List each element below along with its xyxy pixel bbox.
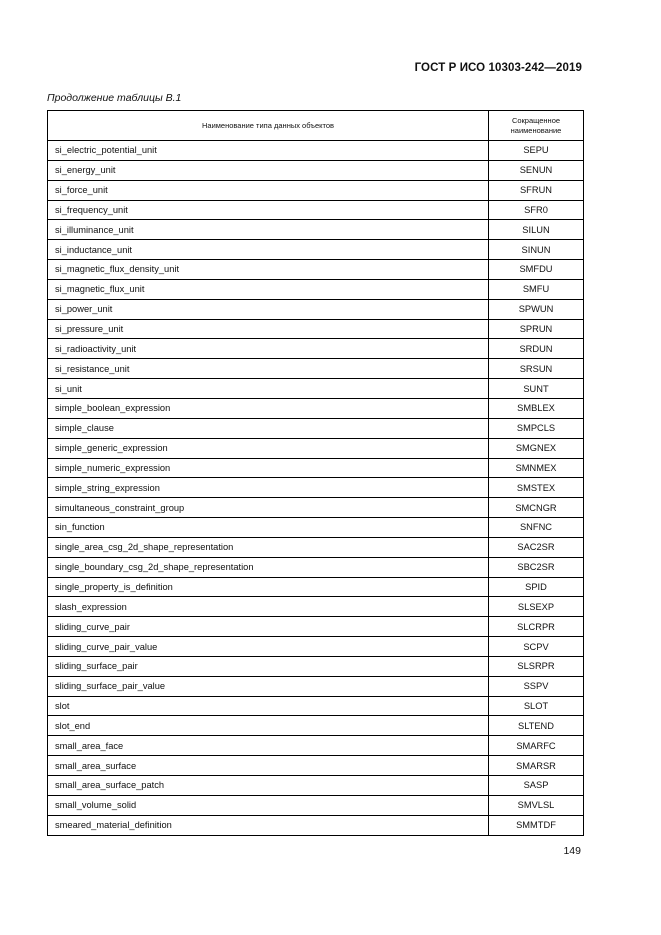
short-name: SPID — [489, 577, 584, 597]
entity-type-name: simple_numeric_expression — [48, 458, 489, 478]
entity-type-name: small_area_surface_patch — [48, 776, 489, 796]
entity-type-name: small_area_face — [48, 736, 489, 756]
short-name: SLCRPR — [489, 617, 584, 637]
short-name: SLSRPR — [489, 656, 584, 676]
entity-type-name: simple_string_expression — [48, 478, 489, 498]
data-types-table — [47, 110, 584, 836]
table-row — [48, 279, 584, 299]
table-row — [48, 815, 584, 835]
table-row — [48, 676, 584, 696]
short-name: SLSEXP — [489, 597, 584, 617]
table-header-row — [48, 111, 584, 141]
short-name: SPWUN — [489, 299, 584, 319]
table-row — [48, 537, 584, 557]
table-row — [48, 597, 584, 617]
short-name: SASP — [489, 776, 584, 796]
short-name: SPRUN — [489, 319, 584, 339]
short-name: SMBLEX — [489, 398, 584, 418]
short-name: SMSTEX — [489, 478, 584, 498]
table-row — [48, 617, 584, 637]
table-row — [48, 438, 584, 458]
table-row — [48, 141, 584, 161]
entity-type-name: si_illuminance_unit — [48, 220, 489, 240]
table-row — [48, 319, 584, 339]
entity-type-name: simple_boolean_expression — [48, 398, 489, 418]
entity-type-name: si_electric_potential_unit — [48, 141, 489, 161]
entity-type-name: si_magnetic_flux_unit — [48, 279, 489, 299]
short-name: SMGNEX — [489, 438, 584, 458]
table-row — [48, 418, 584, 438]
entity-type-name: sliding_curve_pair_value — [48, 637, 489, 657]
column-header-abbreviation-line2: наименование — [510, 125, 562, 135]
table-row — [48, 557, 584, 577]
entity-type-name: si_magnetic_flux_density_unit — [48, 260, 489, 280]
entity-type-name: si_resistance_unit — [48, 359, 489, 379]
table-row — [48, 299, 584, 319]
column-header-name: Наименование типа данных объектов — [48, 111, 489, 141]
entity-type-name: si_pressure_unit — [48, 319, 489, 339]
entity-type-name: slot_end — [48, 716, 489, 736]
table-row — [48, 180, 584, 200]
table-row — [48, 716, 584, 736]
entity-type-name: si_power_unit — [48, 299, 489, 319]
table-row — [48, 200, 584, 220]
table-row — [48, 398, 584, 418]
short-name: SUNT — [489, 379, 584, 399]
page-number: 149 — [563, 845, 581, 857]
short-name: SMCNGR — [489, 498, 584, 518]
short-name: SMMTDF — [489, 815, 584, 835]
entity-type-name: sliding_surface_pair — [48, 656, 489, 676]
entity-type-name: single_property_is_definition — [48, 577, 489, 597]
entity-type-name: small_volume_solid — [48, 795, 489, 815]
entity-type-name: si_inductance_unit — [48, 240, 489, 260]
table-row — [48, 756, 584, 776]
short-name: SMFDU — [489, 260, 584, 280]
table-row — [48, 637, 584, 657]
short-name: SBC2SR — [489, 557, 584, 577]
entity-type-name: slash_expression — [48, 597, 489, 617]
entity-type-name: smeared_material_definition — [48, 815, 489, 835]
table-row — [48, 458, 584, 478]
entity-type-name: simultaneous_constraint_group — [48, 498, 489, 518]
table-row — [48, 379, 584, 399]
table-row — [48, 359, 584, 379]
table-row — [48, 160, 584, 180]
document-header: ГОСТ Р ИСО 10303-242—2019 — [414, 62, 582, 74]
table-row — [48, 577, 584, 597]
table-row — [48, 478, 584, 498]
table-row — [48, 339, 584, 359]
table-row — [48, 498, 584, 518]
entity-type-name: slot — [48, 696, 489, 716]
entity-type-name: sliding_curve_pair — [48, 617, 489, 637]
short-name: SEPU — [489, 141, 584, 161]
short-name: SINUN — [489, 240, 584, 260]
column-header-abbreviation-line1: Сокращенное — [511, 115, 561, 125]
entity-type-name: si_frequency_unit — [48, 200, 489, 220]
short-name: SAC2SR — [489, 537, 584, 557]
table-row — [48, 260, 584, 280]
short-name: SFRUN — [489, 180, 584, 200]
short-name: SNFNC — [489, 518, 584, 538]
short-name: SMFU — [489, 279, 584, 299]
table-row — [48, 795, 584, 815]
entity-type-name: sliding_surface_pair_value — [48, 676, 489, 696]
short-name: SCPV — [489, 637, 584, 657]
table-row — [48, 220, 584, 240]
short-name: SMPCLS — [489, 418, 584, 438]
short-name: SRSUN — [489, 359, 584, 379]
table-row — [48, 518, 584, 538]
table-body — [48, 141, 584, 836]
short-name: SENUN — [489, 160, 584, 180]
table-row — [48, 240, 584, 260]
short-name: SMNMEX — [489, 458, 584, 478]
entity-type-name: single_boundary_csg_2d_shape_representation — [48, 557, 489, 577]
short-name: SMARSR — [489, 756, 584, 776]
table-row — [48, 696, 584, 716]
entity-type-name: small_area_surface — [48, 756, 489, 776]
table-row — [48, 656, 584, 676]
entity-type-name: si_radioactivity_unit — [48, 339, 489, 359]
short-name: SLOT — [489, 696, 584, 716]
entity-type-name: simple_clause — [48, 418, 489, 438]
short-name: SILUN — [489, 220, 584, 240]
table-caption: Продолжение таблицы В.1 — [47, 92, 182, 104]
entity-type-name: simple_generic_expression — [48, 438, 489, 458]
short-name: SSPV — [489, 676, 584, 696]
column-header-abbreviation — [489, 111, 584, 141]
table-row — [48, 736, 584, 756]
short-name: SMARFC — [489, 736, 584, 756]
entity-type-name: single_area_csg_2d_shape_representation — [48, 537, 489, 557]
entity-type-name: si_force_unit — [48, 180, 489, 200]
entity-type-name: si_unit — [48, 379, 489, 399]
short-name: SFR0 — [489, 200, 584, 220]
short-name: SLTEND — [489, 716, 584, 736]
entity-type-name: si_energy_unit — [48, 160, 489, 180]
table-row — [48, 776, 584, 796]
short-name: SMVLSL — [489, 795, 584, 815]
entity-type-name: sin_function — [48, 518, 489, 538]
short-name: SRDUN — [489, 339, 584, 359]
